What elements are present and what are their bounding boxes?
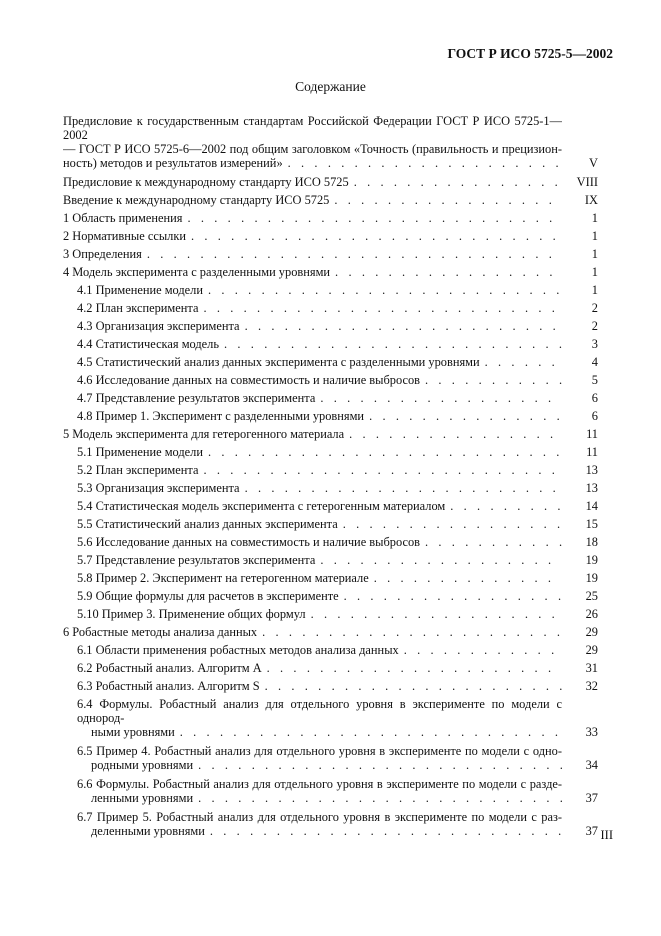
dot-leader: [262, 661, 562, 675]
toc-page-number: 19: [585, 571, 598, 585]
toc-entry[interactable]: [77, 517, 598, 531]
toc-entry[interactable]: [63, 211, 598, 225]
toc-entry[interactable]: [77, 319, 598, 333]
dot-leader: [240, 319, 562, 333]
toc-page-number: 29: [585, 625, 598, 639]
toc-page-number: 6: [591, 391, 598, 405]
toc-page-number: 26: [585, 607, 598, 621]
toc-entry[interactable]: [77, 391, 598, 405]
dot-leader: [364, 409, 562, 423]
toc-entry[interactable]: [77, 697, 598, 739]
toc-entry-text: 5.8 Пример 2. Эксперимент на гетерогенном материале: [77, 571, 369, 585]
dot-leader: [329, 193, 562, 207]
toc-entry-text: 5 Модель эксперимента для гетерогенного материала: [63, 427, 345, 441]
toc-entry[interactable]: [77, 463, 598, 477]
toc-entry-text: Введение к международному стандарту ИСО 5725: [63, 193, 330, 207]
toc-entry[interactable]: [77, 661, 598, 675]
dot-leader: [445, 499, 562, 513]
toc-entry-text: 4.8 Пример 1. Эксперимент с разделенными уровнями: [77, 409, 365, 423]
dot-leader: [203, 445, 562, 459]
toc-entry-text: 5.6 Исследование данных на совместимость и наличие выбросов: [77, 535, 421, 549]
toc-entry-text: 2 Нормативные ссылки: [63, 229, 186, 243]
toc-page-number: 4: [591, 355, 598, 369]
toc-page-number: 25: [585, 589, 598, 603]
toc-entry[interactable]: [77, 373, 598, 387]
toc-entry-text: Предисловие к государственным стандартам Российской Федерации ГОСТ Р ИСО 5725-1—2002: [63, 114, 562, 142]
toc-entry-text: 5.1 Применение модели: [77, 445, 203, 459]
toc-entry-text: ность) методов и результатов измерений»: [63, 156, 283, 170]
dot-leader: [198, 301, 562, 315]
dot-leader: [283, 156, 562, 170]
toc-entry-text: 6.4 Формулы. Робастный анализ для отдельного уровня в эксперименте по модели с однород-: [77, 697, 562, 725]
toc-page-number: 1: [591, 229, 598, 243]
toc-entry[interactable]: [63, 265, 598, 279]
toc-entry-text: 6 Робастные методы анализа данных: [63, 625, 258, 639]
dot-leader: [338, 517, 562, 531]
toc-entry[interactable]: [77, 481, 598, 495]
page-title: Содержание: [295, 79, 366, 94]
toc-entry[interactable]: [77, 607, 598, 621]
toc-entry-text: 4.4 Статистическая модель: [77, 337, 220, 351]
toc-page-number: 1: [591, 247, 598, 261]
toc-entry[interactable]: [77, 744, 598, 772]
toc-page-number: 11: [586, 445, 598, 459]
toc-entry[interactable]: [63, 229, 598, 243]
dot-leader: [182, 211, 562, 225]
toc-entry-text: деленными уровнями: [91, 824, 205, 838]
toc-entry-text: 5.4 Статистическая модель эксперимента с гетерогенным материалом: [77, 499, 446, 513]
toc-entry-text: 5.2 План эксперимента: [77, 463, 199, 477]
dot-leader: [339, 589, 562, 603]
document-header: ГОСТ Р ИСО 5725-5—2002: [447, 46, 613, 61]
toc-page-number: 11: [586, 427, 598, 441]
toc-page-number: 14: [585, 499, 598, 513]
toc-entry[interactable]: [77, 777, 598, 805]
toc-entry-text: 3 Определения: [63, 247, 142, 261]
toc-page-number: V: [589, 156, 598, 170]
toc-entry[interactable]: [63, 175, 598, 189]
toc-page-number: 37: [585, 824, 598, 838]
toc-entry[interactable]: [77, 355, 598, 369]
toc-entry-text: 6.6 Формулы. Робастный анализ для отдельного уровня в эксперименте по модели с разде-: [77, 777, 562, 791]
dot-leader: [240, 481, 562, 495]
dot-leader: [315, 553, 562, 567]
toc-entry-text: 4.6 Исследование данных на совместимость и наличие выбросов: [77, 373, 421, 387]
toc-page-number: 34: [585, 758, 598, 772]
toc-entry-text: 6.3 Робастный анализ. Алгоритм S: [77, 679, 260, 693]
toc-entry[interactable]: [77, 445, 598, 459]
dot-leader: [142, 247, 562, 261]
toc-entry[interactable]: [77, 810, 598, 838]
dot-leader: [349, 175, 562, 189]
dot-leader: [203, 283, 562, 297]
toc-page-number: 6: [591, 409, 598, 423]
toc-entry-text: 6.1 Области применения робастных методов анализа данных: [77, 643, 399, 657]
dot-leader: [306, 607, 562, 621]
toc-entry[interactable]: [63, 247, 598, 261]
toc-page-number: IX: [584, 193, 598, 207]
toc-page-number: 2: [591, 319, 598, 333]
toc-entry-text: ными уровнями: [91, 725, 175, 739]
dot-leader: [257, 625, 562, 639]
toc-page-number: 15: [585, 517, 598, 531]
toc-page-number: 31: [585, 661, 598, 675]
dot-leader: [420, 535, 562, 549]
toc-entry-text: 4 Модель эксперимента с разделенными уровнями: [63, 265, 331, 279]
dot-leader: [205, 824, 562, 838]
toc-page-number: 1: [591, 283, 598, 297]
dot-leader: [175, 725, 562, 739]
toc-page-number: 13: [585, 481, 598, 495]
toc-entry[interactable]: [77, 643, 598, 657]
dot-leader: [344, 427, 562, 441]
toc-entry-text: родными уровнями: [91, 758, 194, 772]
toc-entry[interactable]: [63, 625, 598, 639]
toc-entry[interactable]: [77, 553, 598, 567]
toc-entry-text: 6.5 Пример 4. Робастный анализ для отдельного уровня в эксперименте по модели с одно-: [77, 744, 562, 758]
toc-page-number: 1: [591, 265, 598, 279]
toc-entry-text: 4.1 Применение модели: [77, 283, 203, 297]
dot-leader: [399, 643, 562, 657]
toc-entry[interactable]: [63, 193, 598, 207]
toc-entry-text: 6.2 Робастный анализ. Алгоритм А: [77, 661, 262, 675]
toc-entry[interactable]: [77, 409, 598, 423]
toc-page-number: 19: [585, 553, 598, 567]
toc-entry[interactable]: [63, 114, 598, 170]
toc-entry-text: 5.7 Представление результатов эксперимента: [77, 553, 316, 567]
toc-page-number: 37: [585, 791, 598, 805]
toc-entry-text: 4.3 Организация эксперимента: [77, 319, 240, 333]
toc-page-number: 3: [591, 337, 598, 351]
toc-entry-text: — ГОСТ Р ИСО 5725-6—2002 под общим заголовком «Точность (правильность и прецизион-: [63, 142, 562, 156]
toc-entry[interactable]: [77, 571, 598, 585]
toc-entry-text: 5.3 Организация эксперимента: [77, 481, 240, 495]
toc-page-number: 32: [585, 679, 598, 693]
dot-leader: [193, 758, 562, 772]
toc-entry[interactable]: [77, 499, 598, 513]
dot-leader: [480, 355, 562, 369]
dot-leader: [219, 337, 562, 351]
toc-page-number: 5: [591, 373, 598, 387]
toc-entry[interactable]: [77, 337, 598, 351]
dot-leader: [369, 571, 562, 585]
toc-entry-text: ленными уровнями: [91, 791, 194, 805]
dot-leader: [198, 463, 562, 477]
toc-page-number: 18: [585, 535, 598, 549]
toc-entry-text: 5.10 Пример 3. Применение общих формул: [77, 607, 306, 621]
dot-leader: [260, 679, 562, 693]
toc-entry[interactable]: [77, 283, 598, 297]
dot-leader: [330, 265, 562, 279]
toc-page-number: 2: [591, 301, 598, 315]
dot-leader: [193, 791, 562, 805]
toc-entry-text: 4.2 План эксперимента: [77, 301, 199, 315]
toc-entry-text: Предисловие к международному стандарту ИСО 5725: [63, 175, 349, 189]
toc-entry-text: 5.5 Статистический анализ данных эксперимента: [77, 517, 338, 531]
toc-page-number: 13: [585, 463, 598, 477]
toc-entry-text: 5.9 Общие формулы для расчетов в эксперименте: [77, 589, 339, 603]
toc-entry-text: 4.5 Статистический анализ данных эксперимента с разделенными уровнями: [77, 355, 480, 369]
page-number: III: [600, 828, 613, 842]
toc-page-number: 1: [591, 211, 598, 225]
toc-entry-text: 6.7 Пример 5. Робастный анализ для отдельного уровня в эксперименте по модели с раз-: [77, 810, 562, 824]
toc-page-number: VIII: [576, 175, 598, 189]
toc-entry[interactable]: [77, 535, 598, 549]
toc-entry-text: 4.7 Представление результатов эксперимента: [77, 391, 316, 405]
toc-page-number: 29: [585, 643, 598, 657]
toc-entry[interactable]: [77, 589, 598, 603]
table-of-contents: [63, 114, 598, 843]
toc-entry[interactable]: [77, 301, 598, 315]
dot-leader: [186, 229, 562, 243]
toc-entry[interactable]: [63, 427, 598, 441]
toc-entry[interactable]: [77, 679, 598, 693]
toc-entry-text: 1 Область применения: [63, 211, 183, 225]
dot-leader: [420, 373, 562, 387]
dot-leader: [315, 391, 562, 405]
toc-page-number: 33: [585, 725, 598, 739]
